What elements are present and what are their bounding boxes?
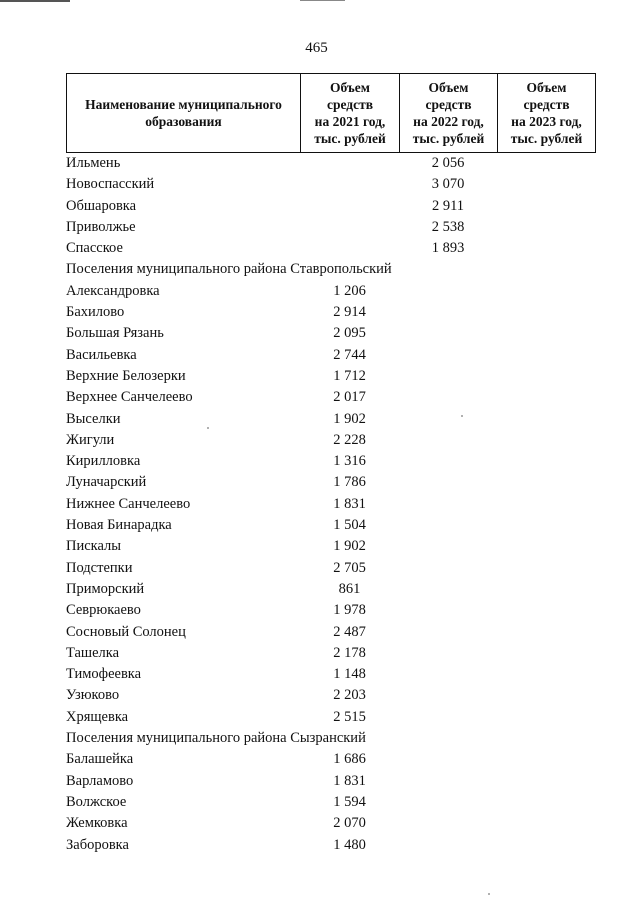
volume-2021: 2 705 — [333, 559, 366, 576]
volume-2021: 2 095 — [333, 325, 366, 342]
volume-2021: 1 902 — [333, 538, 366, 555]
municipality-name: Кирилловка — [66, 453, 141, 470]
municipality-name: Обшаровка — [66, 197, 137, 214]
volume-2021: 2 178 — [333, 644, 366, 661]
table-row — [66, 515, 596, 536]
volume-2021: 1 594 — [333, 793, 366, 810]
volume-2021: 1 206 — [333, 282, 366, 299]
table-row — [66, 600, 596, 621]
section-row — [66, 259, 596, 280]
table-row — [66, 238, 596, 259]
table-row — [66, 558, 596, 579]
table-row — [66, 281, 596, 302]
volume-2021: 2 914 — [333, 304, 366, 321]
scan-speck — [488, 893, 490, 895]
table-row — [66, 409, 596, 430]
section-row — [66, 728, 596, 749]
municipality-name: Александровка — [66, 282, 160, 299]
volume-2021: 2 487 — [333, 623, 366, 640]
volume-2021: 1 316 — [333, 453, 366, 470]
volume-2021: 1 504 — [333, 517, 366, 534]
section-title: Поселения муниципального района Сызранский — [66, 730, 366, 747]
table-row — [66, 771, 596, 792]
table-row — [66, 366, 596, 387]
municipality-name: Верхние Белозерки — [66, 367, 186, 384]
municipality-name: Балашейка — [66, 751, 134, 768]
volume-2021: 2 228 — [333, 431, 366, 448]
municipality-name: Луначарский — [66, 474, 147, 491]
table-row — [66, 196, 596, 217]
municipality-name: Заборовка — [66, 836, 129, 853]
volume-2021: 1 902 — [333, 410, 366, 427]
table-row — [66, 451, 596, 472]
municipality-name: Нижнее Санчелеево — [66, 495, 191, 512]
volume-2021: 1 786 — [333, 474, 366, 491]
table-row — [66, 813, 596, 834]
municipality-name: Выселки — [66, 410, 121, 427]
municipality-name: Ташелка — [66, 644, 120, 661]
scan-speck — [461, 415, 463, 417]
table-row — [66, 707, 596, 728]
municipality-name: Подстепки — [66, 559, 133, 576]
table-row — [66, 323, 596, 344]
municipality-name: Пискалы — [66, 538, 122, 555]
table-row — [66, 387, 596, 408]
volume-2021: 1 686 — [333, 751, 366, 768]
volume-2021: 2 203 — [333, 687, 366, 704]
municipality-name: Жигули — [66, 431, 115, 448]
volume-2021: 2 070 — [333, 815, 366, 832]
table-row — [66, 345, 596, 366]
volume-2021: 2 515 — [333, 708, 366, 725]
table-row — [66, 174, 596, 195]
municipality-name: Новоспасский — [66, 176, 155, 193]
municipality-name: Верхнее Санчелеево — [66, 389, 193, 406]
municipality-name: Севрюкаево — [66, 602, 141, 619]
volume-2022: 2 911 — [431, 197, 465, 214]
municipality-name: Большая Рязань — [66, 325, 164, 342]
volume-2021: 1 978 — [333, 602, 366, 619]
volume-2021: 1 831 — [333, 495, 366, 512]
volume-2021: 861 — [338, 580, 361, 597]
volume-2021: 2 744 — [333, 346, 366, 363]
scan-edge-mark — [0, 0, 70, 2]
table-row — [66, 153, 596, 174]
municipality-name: Узюково — [66, 687, 120, 704]
volume-2021: 1 712 — [333, 367, 366, 384]
scan-edge-mark — [300, 0, 345, 1]
municipality-name: Спасское — [66, 240, 123, 257]
volume-2021: 1 148 — [333, 666, 366, 683]
table-row — [66, 430, 596, 451]
header-municipality-name: Наименование муниципального образования — [67, 74, 301, 152]
volume-2022: 3 070 — [431, 176, 465, 193]
scan-speck — [207, 427, 209, 429]
table-row — [66, 643, 596, 664]
table-row — [66, 749, 596, 770]
table-row — [66, 792, 596, 813]
header-volume-2023: Объем средств на 2023 год, тыс. рублей — [510, 80, 583, 146]
municipality-name: Сосновый Солонец — [66, 623, 186, 640]
table-body — [66, 153, 596, 856]
municipality-name: Ильмень — [66, 155, 121, 171]
municipality-name: Волжское — [66, 793, 127, 810]
table-row — [66, 536, 596, 557]
header-volume-2022: Объем средств на 2022 год, тыс. рублей — [400, 74, 498, 152]
municipality-name: Приволжье — [66, 218, 136, 235]
municipality-name: Васильевка — [66, 346, 137, 363]
volume-2021: 2 017 — [333, 389, 366, 406]
table-row — [66, 494, 596, 515]
volume-2021: 1 480 — [333, 836, 366, 853]
section-title: Поселения муниципального района Ставропольский — [66, 261, 392, 278]
table-row — [66, 835, 596, 856]
table-row — [66, 579, 596, 600]
volume-2022: 2 538 — [431, 218, 465, 235]
table-row — [66, 622, 596, 643]
volume-2022: 1 893 — [431, 240, 465, 257]
volume-2022: 2 056 — [431, 155, 465, 171]
municipality-name: Хрящевка — [66, 708, 129, 725]
municipality-name: Новая Бинарадка — [66, 517, 172, 534]
table-row — [66, 302, 596, 323]
municipality-name: Жемковка — [66, 815, 128, 832]
table-row — [66, 217, 596, 238]
table-row — [66, 472, 596, 493]
municipality-name: Варламово — [66, 772, 134, 789]
header-volume-2021: Объем средств на 2021 год, тыс. рублей — [301, 74, 400, 152]
table-header — [66, 73, 596, 153]
table-row — [66, 664, 596, 685]
municipality-name: Бахилово — [66, 304, 125, 321]
municipality-name: Приморский — [66, 580, 145, 597]
volume-2021: 1 831 — [333, 772, 366, 789]
table-row — [66, 685, 596, 706]
municipality-name: Тимофеевка — [66, 666, 142, 683]
page-number: 465 — [305, 40, 328, 56]
